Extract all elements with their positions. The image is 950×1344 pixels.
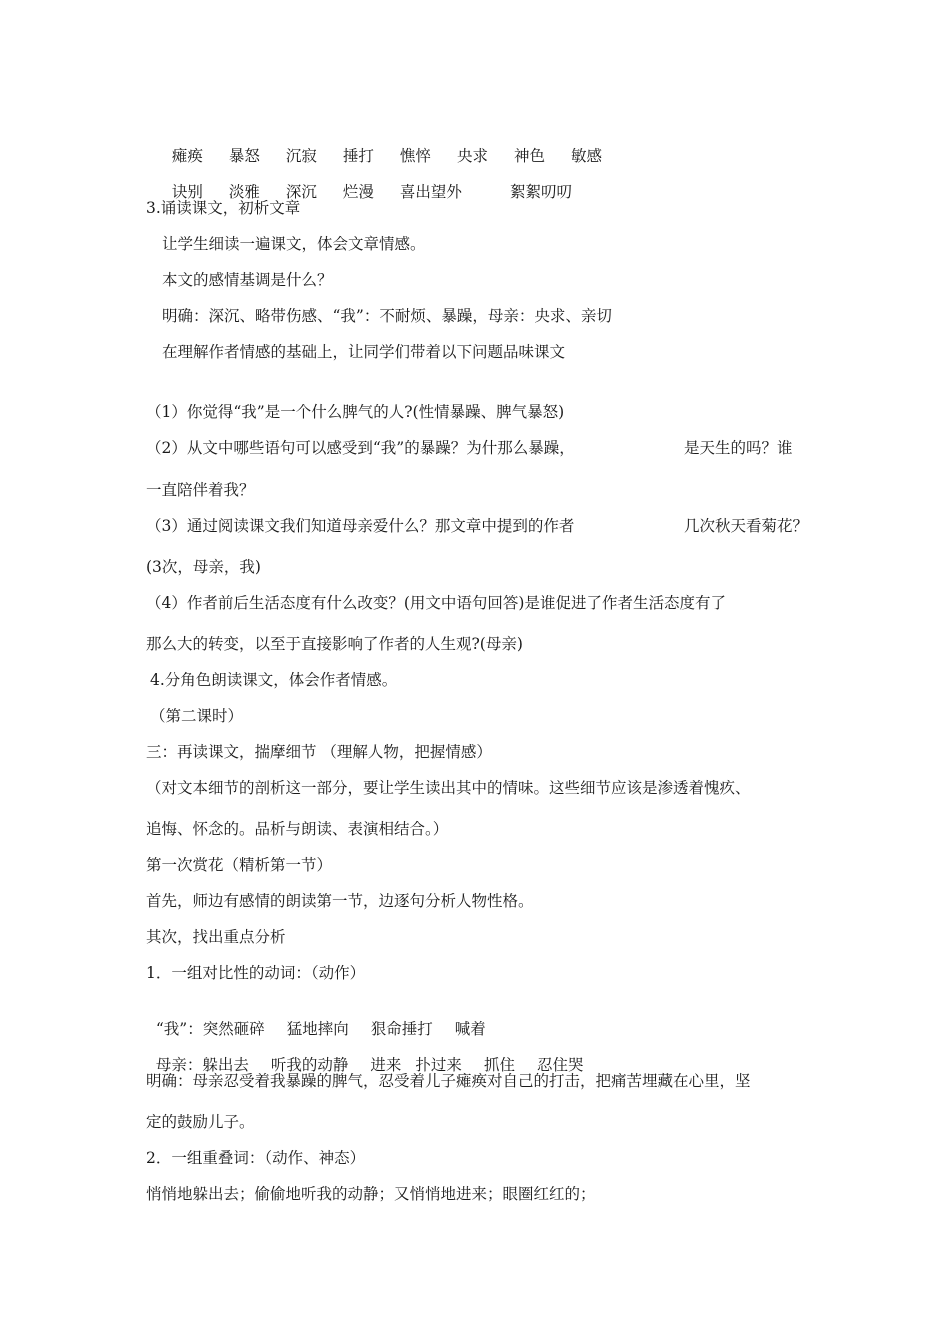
paragraph: 明确：深沉、略带伤感、“我”：不耐烦、暴躁，母亲：央求、亲切 [162, 307, 612, 325]
question-2-part-b: 是天生的吗？谁 [684, 439, 793, 457]
item-1-me-row [146, 999, 486, 1039]
question-3-part-b: 几次秋天看菊花？ [684, 517, 809, 535]
vocab-word: 瘫痪 [171, 147, 203, 165]
verb: 扑过来 [415, 1056, 462, 1074]
verb: 抓住 [483, 1056, 515, 1074]
verb: 突然砸碎 [202, 1020, 265, 1038]
question-3-answer: (3次，母亲，我) [146, 558, 261, 576]
vocab-word: 深沉 [285, 183, 317, 201]
question-4-part-a: （4）作者前后生活态度有什么改变？(用文中语句回答)是谁促进了作者生活态度有了 [146, 594, 726, 612]
section-4-heading: 4.分角色朗读课文，体会作者情感。 [150, 671, 398, 689]
lesson-2-label: （第二课时） [150, 707, 244, 725]
question-2-part-a: （2）从文中哪些语句可以感受到“我”的暴躁？为什那么暴躁， [146, 439, 575, 457]
vocab-word: 央求 [456, 147, 488, 165]
item-1-mother-row [146, 1035, 583, 1075]
item-1-conclusion-b: 定的鼓励儿子。 [146, 1113, 255, 1131]
paragraph: 其次，找出重点分析 [146, 928, 286, 946]
question-4-part-b: 那么大的转变，以至于直接影响了作者的人生观?(母亲) [146, 635, 523, 653]
vocab-word: 淡雅 [228, 183, 260, 201]
paragraph: 首先，师边有感情的朗读第一节，边逐句分析人物性格。 [146, 892, 534, 910]
question-2-part-c: 一直陪伴着我？ [146, 481, 255, 499]
part-3-note-a: （对文本细节的剖析这一部分，要让学生读出其中的情味。这些细节应该是渗透着愧疚、 [146, 779, 751, 797]
vocab-word: 憔悴 [399, 147, 431, 165]
me-label: “我”： [155, 1020, 203, 1038]
verb: 进来 [370, 1056, 402, 1074]
vocab-word: 捶打 [342, 147, 374, 165]
part-3-note-b: 追悔、怀念的。品析与朗读、表演相结合。） [146, 820, 449, 838]
part-3-title: 三：再读课文，揣摩细节 （理解人物，把握情感） [146, 743, 492, 761]
paragraph: 本文的感情基调是什么？ [162, 271, 333, 289]
item-1-conclusion-a: 明确：母亲忍受着我暴躁的脾气，忍受着儿子瘫痪对自己的打击，把痛苦埋藏在心里，坚 [146, 1072, 751, 1090]
first-flower-heading: 第一次赏花（精析第一节） [146, 856, 333, 874]
vocab-word: 诀别 [171, 183, 203, 201]
question-3-part-a: （3）通过阅读课文我们知道母亲爱什么？那文章中提到的作者 [146, 517, 575, 535]
vocab-word: 神色 [513, 147, 545, 165]
verb: 喊着 [454, 1020, 486, 1038]
paragraph: 在理解作者情感的基础上，让同学们带着以下问题品味课文 [162, 343, 566, 361]
question-1: （1）你觉得“我”是一个什么脾气的人?(性情暴躁、脾气暴怒) [146, 403, 565, 421]
paragraph: 让学生细读一遍课文，体会文章情感。 [162, 235, 426, 253]
verb: 猛地摔向 [286, 1020, 349, 1038]
item-1-title: 1．一组对比性的动词：（动作） [146, 964, 366, 982]
verb: 狠命捶打 [370, 1020, 433, 1038]
vocab-row-1 [162, 126, 628, 166]
vocab-word: 暴怒 [228, 147, 260, 165]
vocab-word: 絮絮叨叨 [509, 183, 572, 201]
item-2-text: 悄悄地躲出去；偷偷地听我的动静；又悄悄地进来；眼圈红红的； [146, 1185, 596, 1203]
item-2-title: 2．一组重叠词：（动作、神态） [146, 1149, 366, 1167]
vocab-word: 沉寂 [285, 147, 317, 165]
vocab-row-2 [162, 162, 598, 202]
verb: 躲出去 [202, 1056, 249, 1074]
vocab-word: 敏感 [570, 147, 602, 165]
verb: 听我的动静 [270, 1056, 349, 1074]
verb: 忍住哭 [536, 1056, 584, 1074]
section-3-heading: 3.诵读课文，初析文章 [146, 199, 301, 217]
mother-label: 母亲： [155, 1056, 203, 1074]
vocab-word: 烂漫 [342, 183, 374, 201]
vocab-word: 喜出望外 [399, 183, 462, 201]
